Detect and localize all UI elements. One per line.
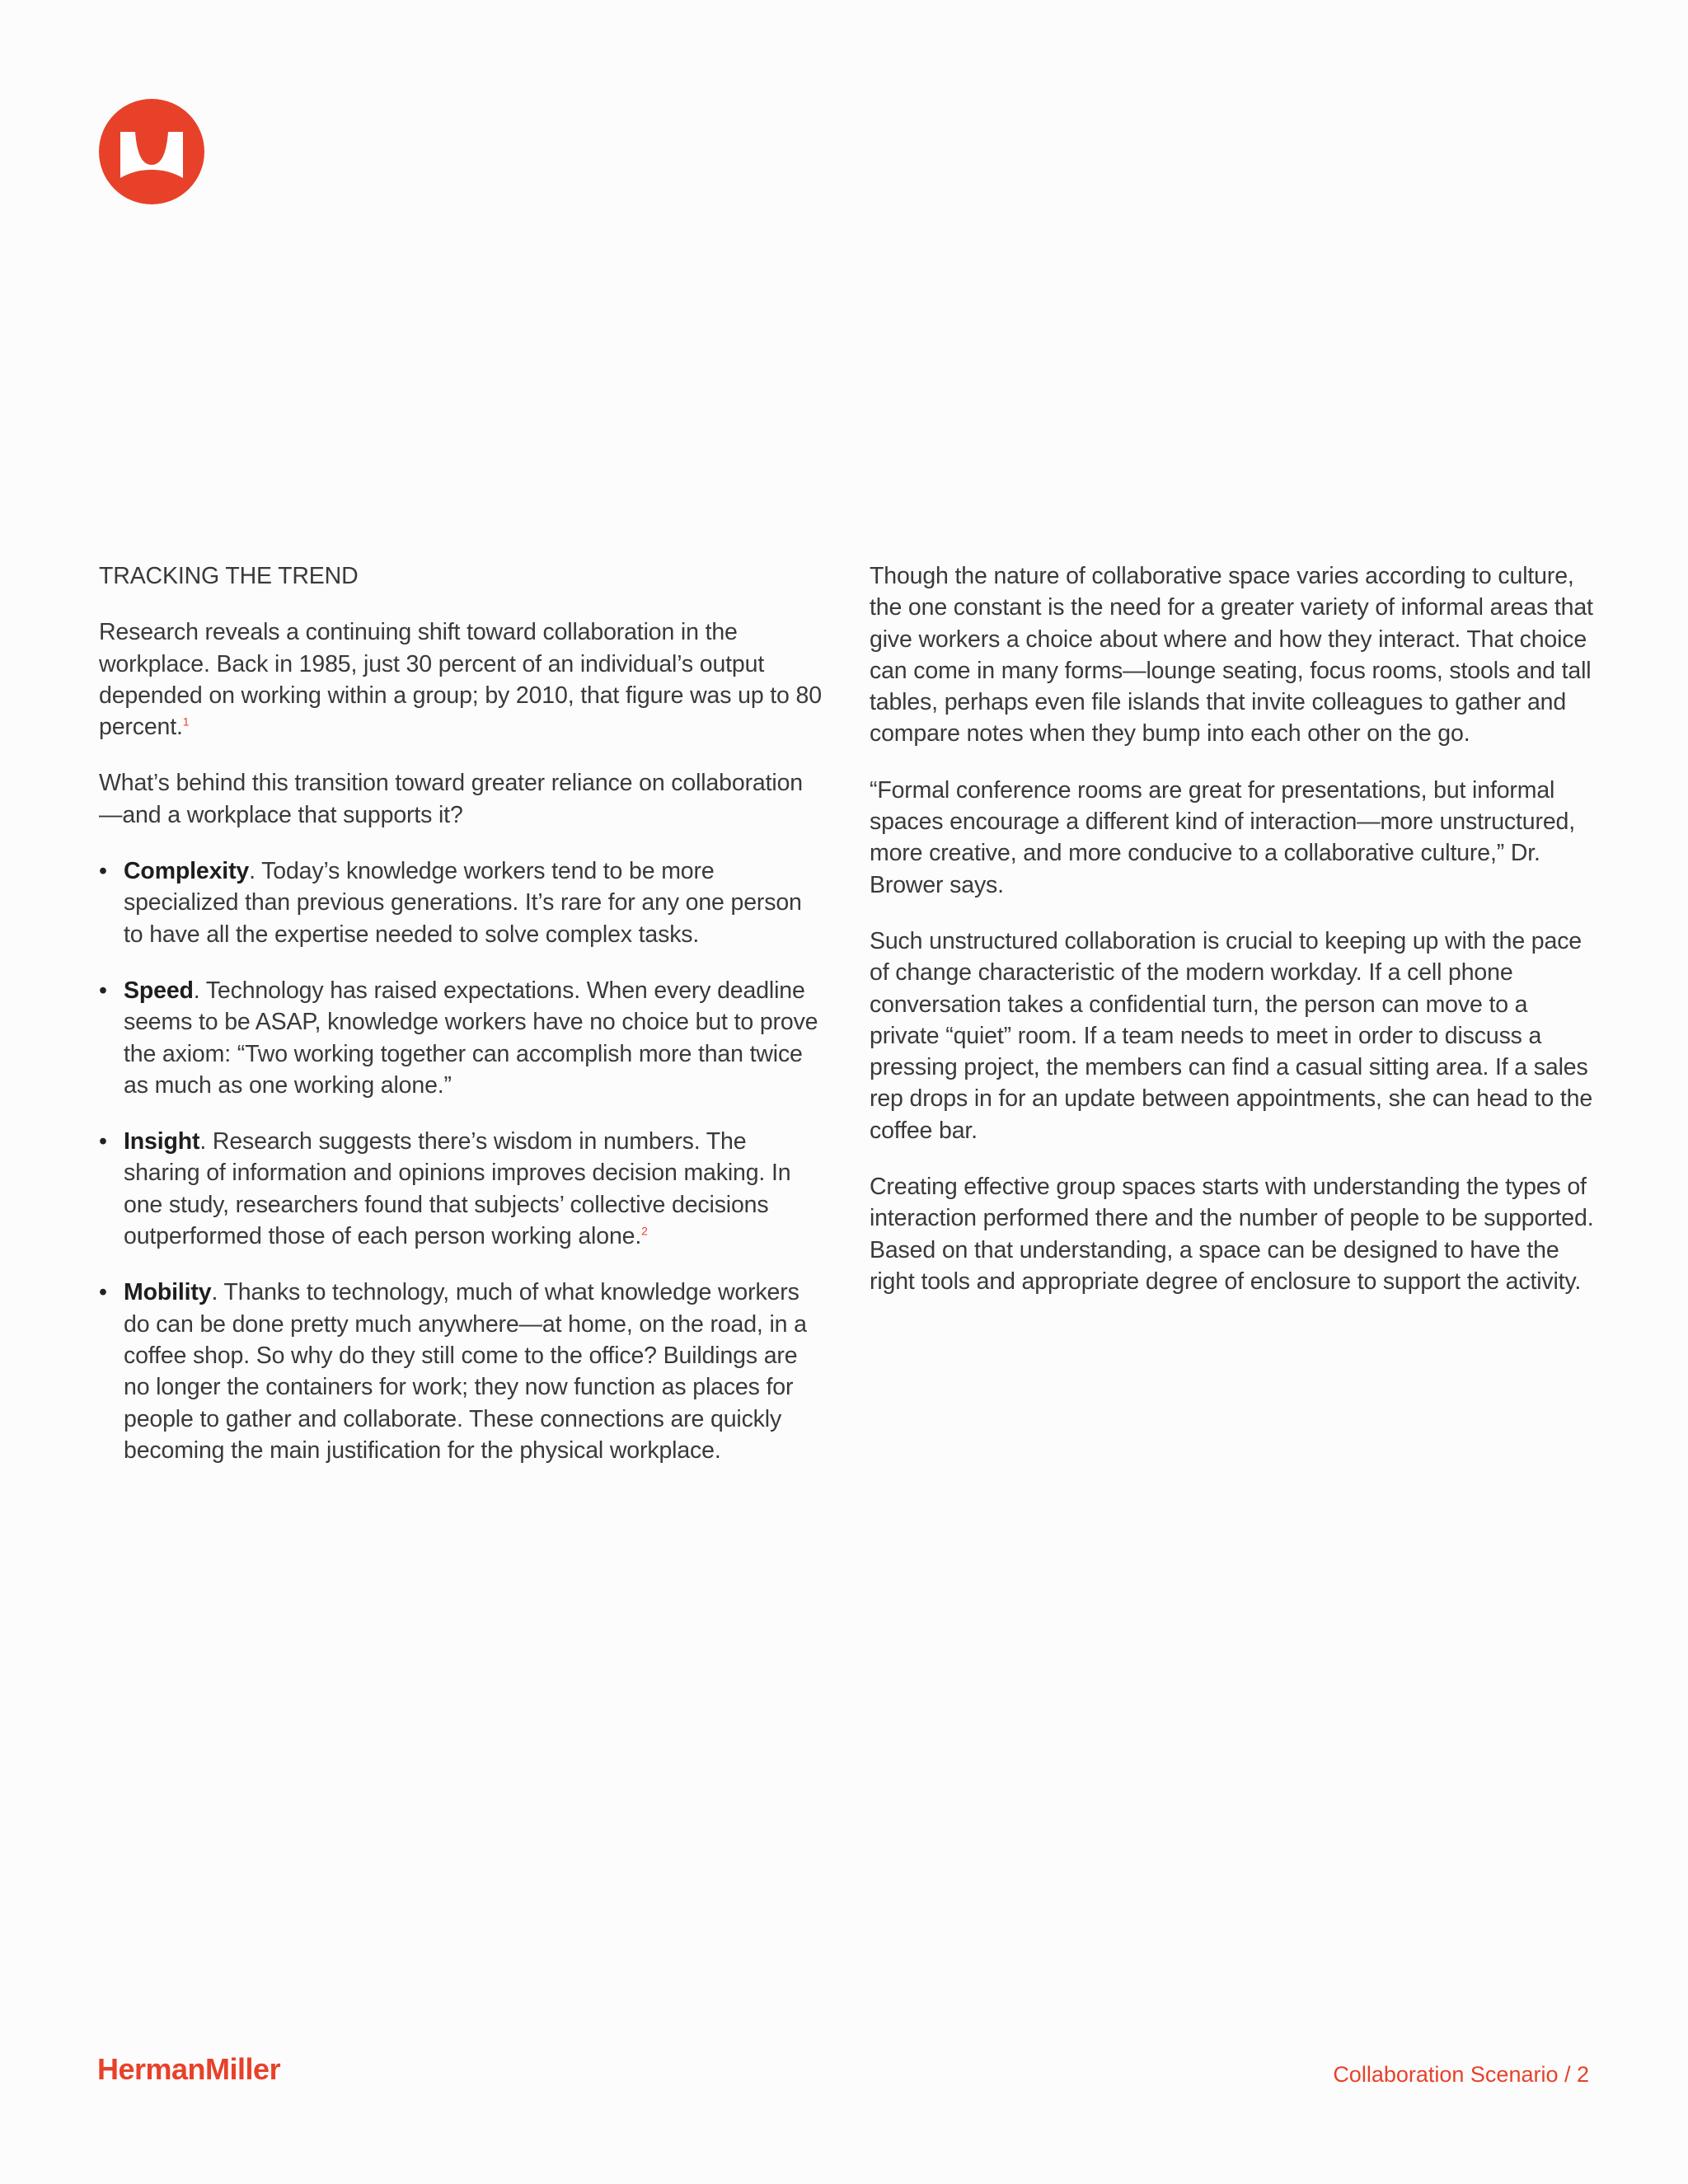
intro-paragraph [99,616,824,743]
body-paragraph: Creating effective group spaces starts with understanding the types of interaction performed there and the number of people to be supported. Based on that understanding, a space can be designed to have the right tools and appropriate degree of enclosure to support the activity. [870,1174,1594,1295]
bullet-text: . Today’s knowledge workers tend to be more specialized than previous generations. It’s rare for any one person to have all the expertise needed to solve complex tasks. [124,858,802,948]
bullet-text: . Research suggests there’s wisdom in numbers. The sharing of information and opinions improves decision making. In one study, researchers found that subjects’ collective decisions outperformed those of each person working alone. [124,1128,791,1250]
list-item [99,975,824,1101]
list-item [99,855,824,950]
list-item [99,1277,824,1466]
section-heading: TRACKING THE TREND [99,563,359,589]
page-label: Collaboration Scenario / 2 [1333,2062,1589,2087]
left-column [99,560,824,1491]
body-paragraph: Though the nature of collaborative space varies according to culture, the one constant is the need for a greater variety of informal areas that give workers a choice about where and how they interact. That choice can come in many forms—lounge seating, focus rooms, stools and tall tables, perhaps even file islands that invite colleagues to gather and compare notes when they bump into each other on the go. [870,563,1593,748]
footnote-marker: 1 [182,715,190,729]
bullet-text: . Thanks to technology, much of what knowledge workers do can be done pretty much anywhere—at home, on the road, in a coffee shop. So why do they still come to the office? Buildings are no longer the containers for work; they now function as places for people to gather and collaborate. These connections are quickly becoming the main justification for the physical workplace. [124,1279,807,1464]
bullet-term: Mobility [124,1279,212,1306]
body-paragraph: Such unstructured collaboration is crucial to keeping up with the pace of change characteristic of the modern workday. If a cell phone conversation takes a confidential turn, the person can move to a private “quiet” room. If a team needs to meet in order to discuss a pressing project, the members can find a casual sitting area. If a sales rep drops in for an update between appointments, she can head to the coffee bar. [870,927,1593,1144]
list-item [99,1126,824,1252]
bullet-term: Speed [124,977,194,1004]
bullet-text: . Technology has raised expectations. When every deadline seems to be ASAP, knowledge workers have no choice but to prove the axiom: “Two working together can accomplish more than twice as much as one working alone.” [124,977,818,1099]
question-paragraph: What’s behind this transition toward greater reliance on collaboration—and a workplace that supports it? [99,770,803,828]
body-paragraph: “Formal conference rooms are great for presentations, but informal spaces encourage a different kind of interaction—more unstructured, more creative, and more conducive to a collaborative culture,” Dr. Brower says. [870,776,1575,898]
brand-wordmark: HermanMiller [97,2052,281,2086]
bullet-term: Insight [124,1128,200,1155]
bullet-list [99,855,824,1466]
herman-miller-m-logo-icon [99,99,204,204]
intro-text: Research reveals a continuing shift toward collaboration in the workplace. Back in 1985, just 30 percent of an individual’s output depended on working within a group; by 2010, that figure was up to 80 percent. [99,619,822,741]
bullet-term: Complexity [124,858,250,885]
footnote-marker: 2 [641,1224,648,1238]
right-column [870,560,1595,1322]
